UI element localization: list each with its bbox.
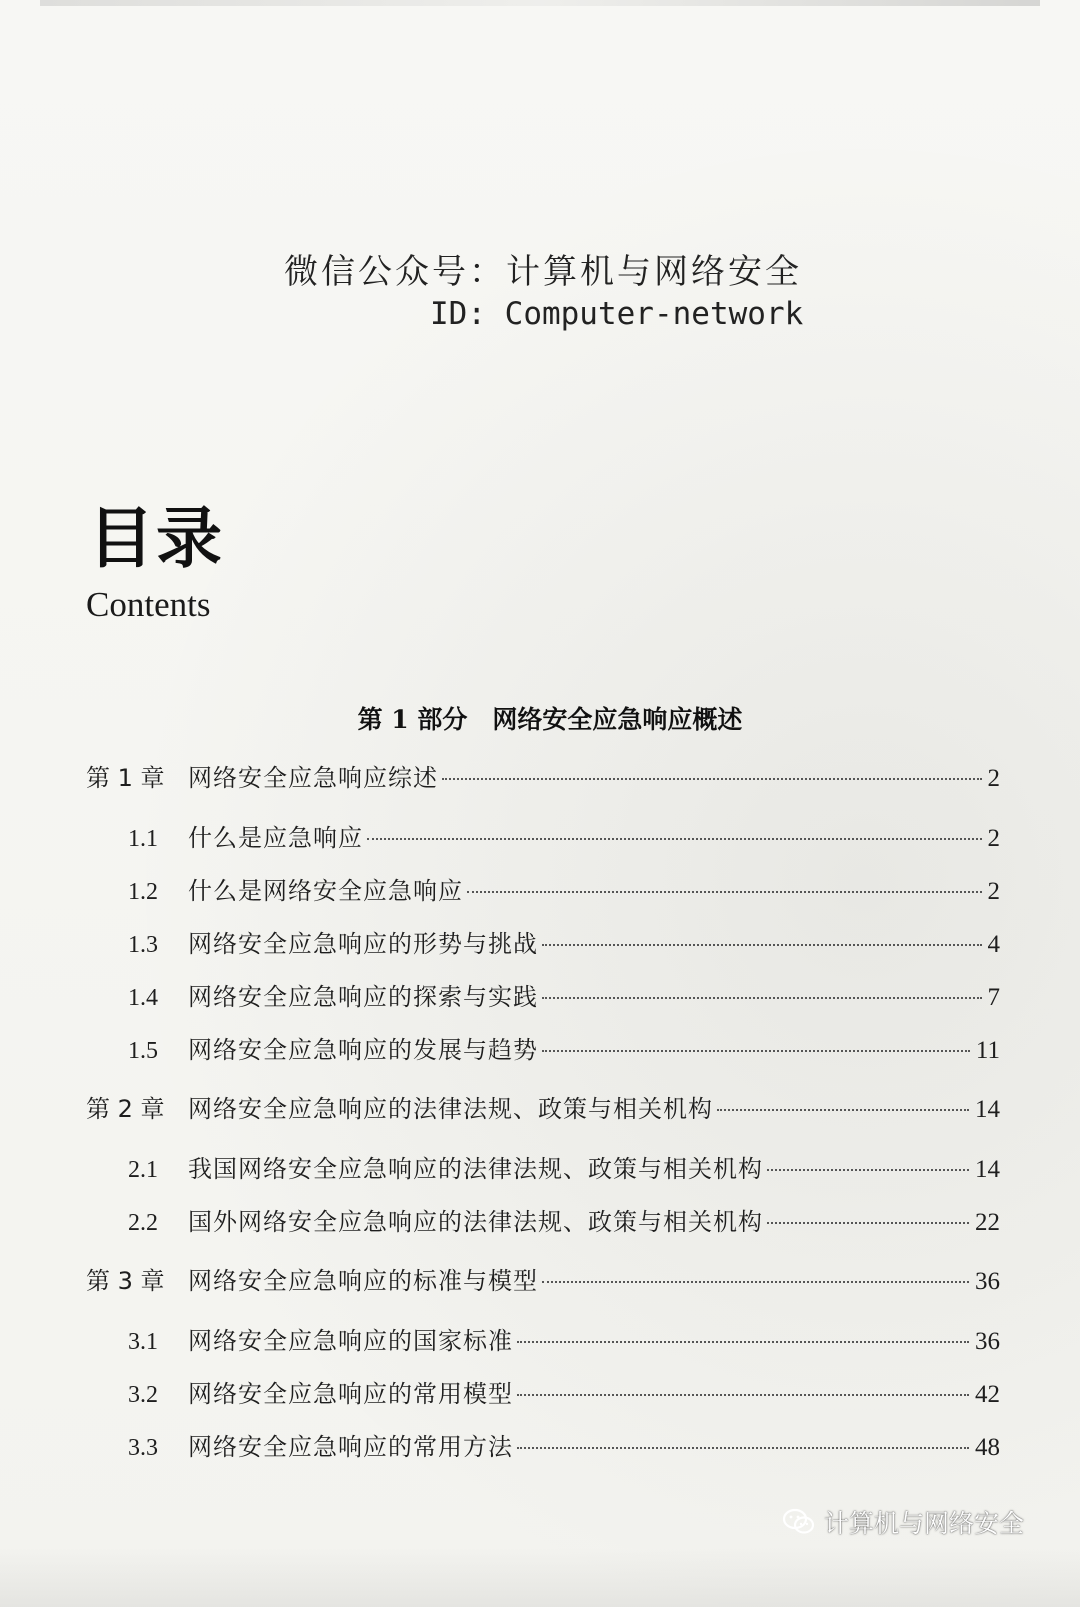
toc-entry-number: 3.1 <box>128 1329 158 1355</box>
scan-shadow <box>0 1547 1080 1607</box>
toc-entry-title: 网络安全应急响应的常用模型 <box>188 1380 513 1408</box>
toc-entry-section-3-2[interactable] <box>86 1374 1000 1427</box>
toc-leader-dots <box>767 1222 969 1224</box>
toc-entry-section-1-3[interactable] <box>86 924 1000 977</box>
toc-entry-page: 36 <box>975 1268 1000 1295</box>
toc-leader-dots <box>717 1109 969 1111</box>
toc-entry-number: 第 1 章 <box>86 764 165 792</box>
toc-leader-dots <box>542 997 982 999</box>
toc-entry-title: 网络安全应急响应的标准与模型 <box>188 1267 538 1295</box>
toc-entry-section-1-4[interactable] <box>86 977 1000 1030</box>
toc-entry-page: 2 <box>987 765 1000 792</box>
toc-entry-page: 48 <box>975 1434 1000 1461</box>
toc-leader-dots <box>517 1447 969 1449</box>
toc-entry-chapter-2[interactable] <box>86 1083 1000 1149</box>
toc-entry-page: 42 <box>975 1381 1000 1408</box>
toc-entry-title: 网络安全应急响应的常用方法 <box>188 1433 513 1461</box>
toc-entry-number: 1.3 <box>128 932 158 958</box>
toc-entry-chapter-1[interactable] <box>86 752 1000 818</box>
wechat-id-line: ID: Computer-network <box>430 296 804 332</box>
toc-entry-section-1-2[interactable] <box>86 871 1000 924</box>
part-heading: 第 1 部分 网络安全应急响应概述 <box>357 705 743 734</box>
toc-entry-page: 14 <box>975 1096 1000 1123</box>
toc-list <box>86 752 1000 1480</box>
toc-entry-title: 什么是网络安全应急响应 <box>188 877 463 905</box>
wechat-account-line: 微信公众号：计算机与网络安全 <box>284 252 802 292</box>
toc-entry-number: 第 2 章 <box>86 1095 165 1123</box>
toc-entry-number: 3.3 <box>128 1435 158 1461</box>
toc-entry-title: 网络安全应急响应的法律法规、政策与相关机构 <box>188 1095 713 1123</box>
toc-entry-chapter-3[interactable] <box>86 1255 1000 1321</box>
toc-entry-section-3-3[interactable] <box>86 1427 1000 1480</box>
toc-entry-number: 1.4 <box>128 985 158 1011</box>
toc-leader-dots <box>517 1394 969 1396</box>
toc-subtitle: Contents <box>86 585 211 624</box>
toc-entry-page: 7 <box>987 984 1000 1011</box>
toc-leader-dots <box>467 891 982 893</box>
toc-entry-title: 网络安全应急响应的国家标准 <box>188 1327 513 1355</box>
toc-entry-title: 网络安全应急响应的形势与挑战 <box>188 930 538 958</box>
toc-entry-section-2-1[interactable] <box>86 1149 1000 1202</box>
wechat-icon <box>782 1508 816 1536</box>
toc-title: 目录 <box>88 499 224 577</box>
toc-entry-section-1-1[interactable] <box>86 818 1000 871</box>
wechat-watermark <box>782 1504 1024 1540</box>
toc-entry-page: 11 <box>975 1037 1000 1064</box>
toc-entry-title: 我国网络安全应急响应的法律法规、政策与相关机构 <box>188 1155 763 1183</box>
toc-leader-dots <box>767 1169 969 1171</box>
toc-leader-dots <box>517 1341 969 1343</box>
toc-entry-number: 2.1 <box>128 1157 158 1183</box>
toc-entry-section-2-2[interactable] <box>86 1202 1000 1255</box>
toc-entry-title: 什么是应急响应 <box>188 824 363 852</box>
toc-entry-number: 3.2 <box>128 1382 158 1408</box>
watermark-text: 计算机与网络安全 <box>823 1509 1024 1538</box>
scan-edge <box>40 0 1040 6</box>
toc-leader-dots <box>367 838 982 840</box>
toc-leader-dots <box>542 1281 969 1283</box>
toc-entry-page: 22 <box>975 1209 1000 1236</box>
toc-entry-section-3-1[interactable] <box>86 1321 1000 1374</box>
toc-leader-dots <box>442 778 982 780</box>
toc-entry-title: 网络安全应急响应的发展与趋势 <box>188 1036 538 1064</box>
toc-entry-page: 14 <box>975 1156 1000 1183</box>
toc-entry-number: 1.5 <box>128 1038 158 1064</box>
toc-entry-title: 国外网络安全应急响应的法律法规、政策与相关机构 <box>188 1208 763 1236</box>
toc-entry-page: 2 <box>987 825 1000 852</box>
toc-entry-title: 网络安全应急响应的探索与实践 <box>188 983 538 1011</box>
toc-leader-dots <box>542 944 982 946</box>
toc-entry-section-1-5[interactable] <box>86 1030 1000 1083</box>
toc-entry-number: 第 3 章 <box>86 1267 165 1295</box>
toc-entry-title: 网络安全应急响应综述 <box>188 764 438 792</box>
toc-entry-number: 1.2 <box>128 879 158 905</box>
toc-entry-page: 2 <box>987 878 1000 905</box>
toc-entry-number: 2.2 <box>128 1210 158 1236</box>
toc-entry-number: 1.1 <box>128 826 158 852</box>
toc-entry-page: 36 <box>975 1328 1000 1355</box>
toc-leader-dots <box>542 1050 970 1052</box>
toc-entry-page: 4 <box>987 931 1000 958</box>
